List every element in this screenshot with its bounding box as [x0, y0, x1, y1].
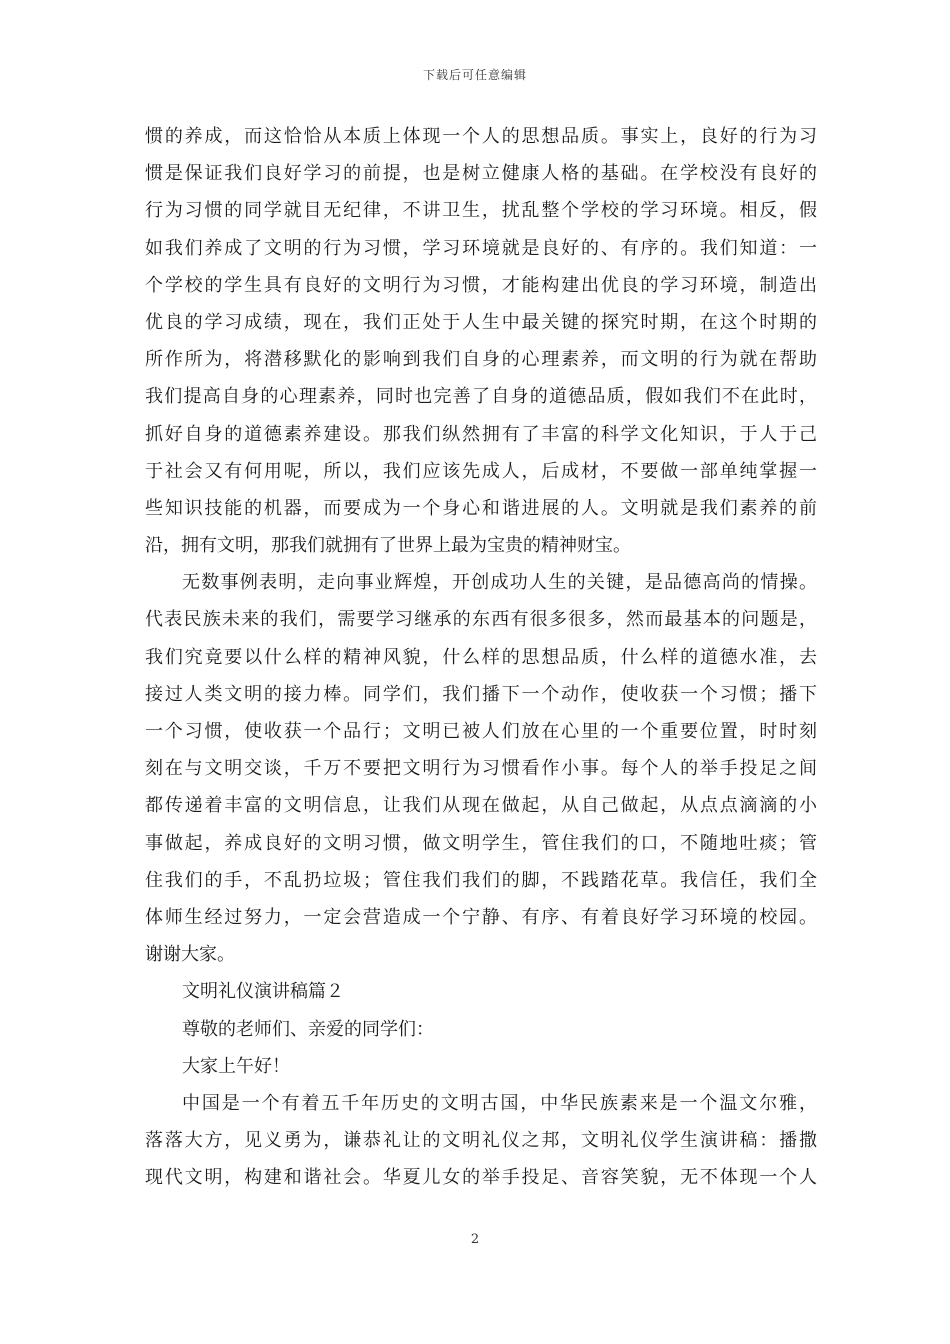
text-line: 都传递着丰富的文明信息，让我们从现在做起，从自己做起，从点点滴滴的小 — [145, 795, 817, 817]
text-line: 谢谢大家。 — [145, 944, 235, 966]
text-line: 些知识技能的机器，而要成为一个身心和谐进展的人。文明就是我们素养的前 — [145, 497, 817, 519]
greeting: 大家上午好！ — [182, 1055, 290, 1077]
text-line: 个学校的学生具有良好的文明行为习惯，才能构建出优良的学习环境，制造出 — [145, 274, 817, 296]
text-line: 代表民族未来的我们，需要学习继承的东西有很多很多，然而最基本的问题是， — [145, 609, 817, 631]
text-line: 现代文明，构建和谐社会。华夏儿女的举手投足、音容笑貌，无不体现一个人 — [145, 1167, 817, 1189]
text-line: 住我们的手，不乱扔垃圾；管住我们我们的脚，不践踏花草。我信任，我们全 — [145, 869, 817, 891]
text-line: 刻在与文明交谈，千万不要把文明行为习惯看作小事。每个人的举手投足之间 — [145, 758, 817, 780]
salutation: 尊敬的老师们、亲爱的同学们： — [182, 1018, 434, 1040]
section-heading: 文明礼仪演讲稿篇２ — [182, 981, 344, 1003]
text-line: 如我们养成了文明的行为习惯，学习环境就是良好的、有序的。我们知道：一 — [145, 237, 817, 259]
text-line: 惯是保证我们良好学习的前提，也是树立健康人格的基础。在学校没有良好的 — [145, 163, 817, 185]
text-line: 行为习惯的同学就目无纪律，不讲卫生，扰乱整个学校的学习环境。相反，假 — [145, 200, 817, 222]
text-line: 优良的学习成绩，现在，我们正处于人生中最关键的探究时期，在这个时期的 — [145, 311, 817, 333]
text-line: 我们究竟要以什么样的精神风貌，什么样的思想品质，什么样的道德水准，去 — [145, 646, 817, 668]
text-line: 于社会又有何用呢，所以，我们应该先成人，后成材，不要做一部单纯掌握一 — [145, 460, 817, 482]
document-body — [145, 118, 817, 1196]
paragraph-first-line: 无数事例表明，走向事业辉煌，开创成功人生的关键，是品德高尚的情操。 — [182, 572, 817, 594]
page-header: 下载后可任意编辑 — [422, 68, 527, 82]
text-line: 接过人类文明的接力棒。同学们，我们播下一个动作，使收获一个习惯；播下 — [145, 683, 817, 705]
text-line: 落落大方，见义勇为，谦恭礼让的文明礼仪之邦，文明礼仪学生演讲稿：播撒 — [145, 1130, 817, 1152]
text-line: 沿，拥有文明，那我们就拥有了世界上最为宝贵的精神财宝。 — [145, 535, 631, 557]
paragraph-first-line: 中国是一个有着五千年历史的文明古国，中华民族素来是一个温文尔雅， — [182, 1092, 817, 1114]
text-line: 我们提高自身的心理素养，同时也完善了自身的道德品质，假如我们不在此时， — [145, 386, 817, 408]
text-line: 事做起，养成良好的文明习惯，做文明学生，管住我们的口，不随地吐痰；管 — [145, 832, 817, 854]
page-number: 2 — [470, 1232, 480, 1247]
text-line: 一个习惯，使收获一个品行；文明已被人们放在心里的一个重要位置，时时刻 — [145, 721, 817, 742]
text-line: 抓好自身的道德素养建设。那我们纵然拥有了丰富的科学文化知识，于人于己 — [145, 423, 817, 445]
text-line: 惯的养成，而这恰恰从本质上体现一个人的思想品质。事实上，良好的行为习 — [145, 126, 817, 147]
text-line: 所作所为，将潜移默化的影响到我们自身的心理素养，而文明的行为就在帮助 — [145, 349, 817, 371]
text-line: 体师生经过努力，一定会营造成一个宁静、有序、有着良好学习环境的校园。 — [145, 906, 817, 928]
